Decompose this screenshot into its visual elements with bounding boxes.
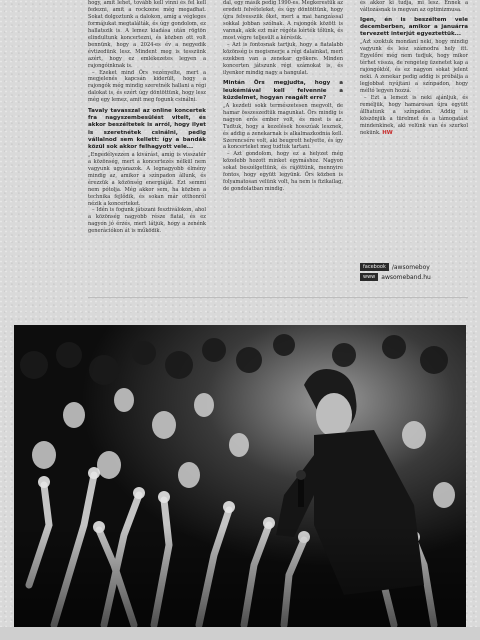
paragraph: és akkor ki tudja, mi lesz. Ennek a változásnak is megvan az optimizmusa. [360,0,468,13]
paragraph: „Engedélyezzen a kivárást, amíg is visszatér a közönség, mert a koncertezés nélkül nem vagyunk ugyanazok. A legnagyobb élmény mindig az, amikor a színpadon állunk, és érezzük a közönség energiáját. Ezt semmi nem pótolja. Még akkor sem, ha közben a technika fejlődik, és sokan már otthonról nézik a koncerteket. [88,151,206,207]
paragraph: „A kezdeti sokk természetesen megvolt, de hamar összeszedtük magunkat. Örs mindig is nagyon erős ember volt, és most is az. Tudtuk, hogy a kezelések hosszúak lesznek, és addig a zenekarnak is alkalmazkodnia kell. Szerencsére volt, aki beugrott helyette, és így a koncerteket meg tudtuk tartani. [223,102,343,151]
paragraph: – Ezeket mind Örs vezényelte, mert a megjelenés kapcsán kiderült, hogy a rajongók még mindig szeretnék hallani a régi dalokat is, és ezért úgy döntöttünk, hogy lesz még egy lemez, amit meg fogunk csinálni. [88,69,206,104]
divider [88,297,468,298]
facebook-link[interactable] [360,262,468,272]
next-page-bleed [0,627,480,640]
website-link[interactable] [360,272,468,282]
paragraph: dal, egy másik pedig 1990-es. Megkerestük az eredeti felvételeket, és úgy döntöttünk, hogy újra felvesszük őket, mert a mai hangzással sokkal jobban szólnak. A rajongók között is vannak, akik ezt már régóta kérték tőlünk, és most végre teljesült a kérésük. [223,0,343,41]
text-column-1 [88,0,206,296]
paragraph: – Azt gondolom, hogy ez a helyzet még közelebb hozott minket egymáshoz. Nagyon sokat beszélgettünk, és rájöttünk, mennyire fontos, hogy együtt legyünk. Örs közben is folyamatosan velünk volt, ha nem is fizikailag, de gondolatban mindig. [223,151,343,193]
paragraph: „Azt szoktuk mondani neki, hogy mindig vagyunk és lesz számodra hely itt. Egyelőre még nem tudjuk, hogy mikor térhet vissza, de rengeteg üzenetet kap a rajongóktól, és ez nagyon sokat jelent neki. A zenekar pedig addig is próbálja a legjobbat nyújtani a színpadon, hogy méltó legyen hozzá. [360,39,468,94]
text-column-2 [223,0,343,296]
crowd-image [14,325,466,627]
facebook-handle: /awsomeboy [391,263,430,271]
facebook-icon: facebook [360,263,389,271]
social-links [360,262,468,282]
website-handle: awsomeband.hu [381,273,431,281]
paragraph-text: – Ezt a lemezt is neki ajánljuk, és reméljük, hogy hamarosan újra együtt állhatunk a színpadon. Addig is köszönjük a türelmet és a támogatást mindenkinek, aki velünk van és szurkol nekünk. [360,94,468,136]
author-signature: HW [382,129,393,136]
web-icon: www [360,273,378,281]
paragraph: hogy, amit lehet, tovább kell vinni és fel kell fedezni, amit a rockzene még megadhat. Sokat dolgoztunk a dalokon, amíg a végleges formájukat megtalálták, és úgy gondolom, ez hallatszik is. A lemez kiadása után rögtön elindultunk koncertezni, és közben ott volt bennünk, hogy a 2024-es év a negyedik évtizedünk lesz. Mindent meg is tesszünk azért, hogy ez emlékezetes legyen a rajongóinknak is. [88,0,206,69]
interview-question: Tavaly tavasszal az online koncertek fra nagyszembesülést vitelt, és akkor beszéltetek is arról, hogy ilyet is szeretnétek csinálni, pedig vállalnod sem kellett: így a bandák közül sok akkor felhagyott vele... [88,108,206,150]
text-column-3 [360,0,468,262]
interview-question: Mintán Örs megjudta, hogy a leukémiával kell felvennie a küzdelmet, hogyan reagált erre? [223,80,343,101]
interview-question: Igen, én is beszéltem vele decemberben, amikor a januárra tervezett interjút egyeztettük... [360,16,468,38]
paragraph [360,95,468,137]
paragraph: – Azt is fontosnak tartjuk, hogy a fiatalabb közönség is megismerje a régi dalainkat, mert ezekben van a zenekar gyökere. Minden koncerten játszunk régi számokat is, és ilyenkor mindig nagy a hangulat. [223,41,343,76]
paragraph: – Idén is fogunk játszani fesztiválokon, ahol a közönség nagyobb része fiatal, és ez nagyon jó érzés, mert látjuk, hogy a zenénk generációkon át is működik. [88,207,206,235]
concert-photo [14,325,466,627]
